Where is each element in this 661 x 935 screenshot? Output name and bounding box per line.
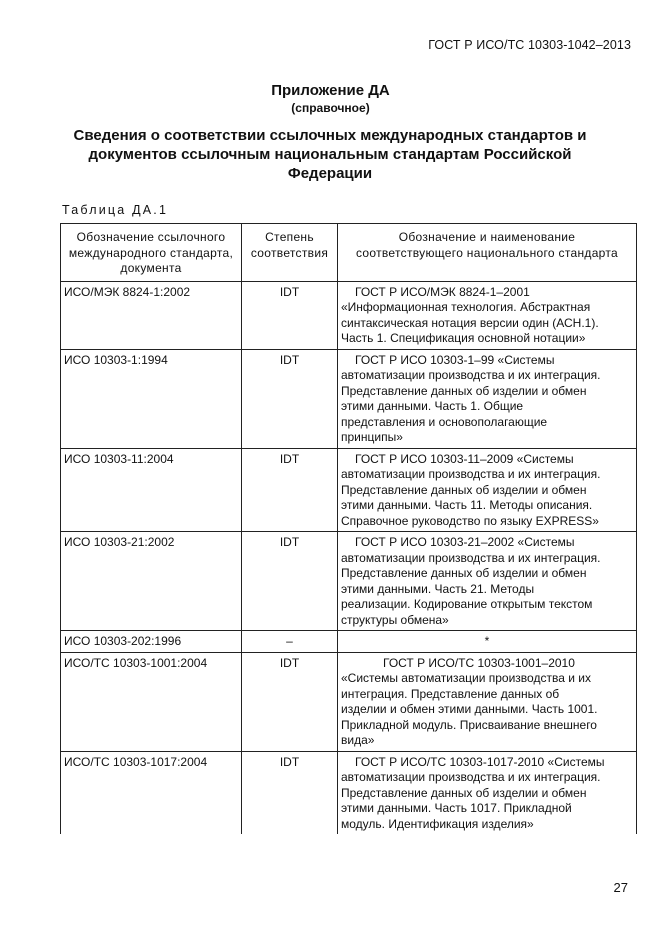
- appendix-heading: [70, 126, 590, 183]
- cell-national-standard: [338, 532, 637, 631]
- table-row: [61, 631, 637, 653]
- cell-national-standard: [338, 349, 637, 448]
- cell-degree: IDT: [242, 652, 338, 751]
- page-number: 27: [613, 880, 628, 895]
- cell-line: интеграция. Представление данных об: [341, 686, 560, 701]
- cell-line: Представление данных об изделии и обмен: [341, 482, 587, 497]
- header-line: Обозначение и наименование: [398, 230, 576, 244]
- cell-line: «Системы автоматизации производства и их: [341, 671, 591, 685]
- cell-line: структуры обмена»: [341, 612, 449, 627]
- table-row: [61, 751, 637, 834]
- table-row: [61, 349, 637, 448]
- cell-line: ГОСТ Р ИСО/ТС 10303-1017-2010 «Системы: [355, 754, 605, 769]
- cell-degree: IDT: [242, 532, 338, 631]
- cell-degree: –: [242, 631, 338, 653]
- table-row: [61, 532, 637, 631]
- cell-line: автоматизации производства и их интеграция.: [341, 467, 601, 481]
- header-national-standard: [338, 224, 637, 282]
- cell-line: Представление данных об изделии и обмен: [341, 785, 587, 800]
- cell-line: автоматизации производства и их интеграция.: [341, 368, 601, 382]
- standards-table: [60, 223, 637, 834]
- cell-line: Представление данных об изделии и обмен: [341, 566, 587, 580]
- cell-line: ГОСТ Р ИСО/МЭК 8824-1–2001: [355, 284, 530, 299]
- table-row: [61, 448, 637, 532]
- appendix-note: (справочное): [291, 101, 370, 115]
- cell-line: представления и основополагающие: [341, 414, 548, 429]
- cell-ref: ИСО 10303-21:2002: [61, 532, 242, 631]
- cell-degree: IDT: [242, 281, 338, 349]
- cell-line: модуль. Идентификация изделия»: [341, 816, 534, 831]
- cell-national-standard: [338, 448, 637, 532]
- header-line: международного стандарта,: [68, 245, 234, 260]
- cell-degree: IDT: [242, 751, 338, 834]
- appendix-heading-line: Федерации: [287, 165, 373, 182]
- cell-line: этими данными. Часть 1. Общие: [341, 399, 524, 413]
- table-caption: Таблица ДА.1: [62, 203, 169, 217]
- cell-line: принципы»: [341, 430, 403, 444]
- cell-line: «Информационная технология. Абстрактная: [341, 300, 591, 314]
- cell-line: Представление данных об изделии и обмен: [341, 383, 587, 398]
- cell-line: этими данными. Часть 1017. Прикладной: [341, 801, 572, 815]
- cell-line: Справочное руководство по языку EXPRESS»: [341, 513, 599, 528]
- cell-line: ГОСТ Р ИСО 10303-21–2002 «Системы: [355, 535, 575, 549]
- header-degree: [242, 224, 338, 282]
- document-code: ГОСТ Р ИСО/ТС 10303-1042–2013: [428, 38, 631, 52]
- header-line: соответствующего национального стандарта: [355, 245, 619, 260]
- cell-line: ГОСТ Р ИСО 10303-11–2009 «Системы: [355, 451, 574, 466]
- cell-line: синтаксическая нотация версии один (АСН.1).: [341, 315, 599, 330]
- cell-line: реализации. Кодирование открытым текстом: [341, 597, 593, 611]
- cell-degree: IDT: [242, 349, 338, 448]
- cell-line: *: [484, 634, 490, 648]
- cell-line: вида»: [341, 733, 375, 747]
- cell-line: автоматизации производства и их интеграция.: [341, 770, 601, 784]
- cell-ref: ИСО/МЭК 8824-1:2002: [61, 281, 242, 349]
- cell-line: Прикладной модуль. Присваивание внешнего: [341, 717, 597, 732]
- cell-degree: IDT: [242, 448, 338, 532]
- cell-ref: ИСО/ТС 10303-1017:2004: [61, 751, 242, 834]
- cell-line: Часть 1. Спецификация основной нотации»: [341, 331, 586, 345]
- header-line: соответствия: [250, 245, 329, 260]
- appendix-title: Приложение ДА: [271, 82, 390, 99]
- header-line: Степень: [265, 230, 314, 244]
- cell-national-standard: [338, 631, 637, 653]
- table-row: [61, 652, 637, 751]
- cell-ref: ИСО 10303-1:1994: [61, 349, 242, 448]
- table-row: [61, 281, 637, 349]
- cell-line: этими данными. Часть 21. Методы: [341, 581, 535, 596]
- table-header-row: [61, 224, 637, 282]
- cell-line: ГОСТ Р ИСО 10303-1–99 «Системы: [355, 352, 555, 367]
- header-ref: [61, 224, 242, 282]
- cell-ref: ИСО 10303-11:2004: [61, 448, 242, 532]
- cell-line: этими данными. Часть 11. Методы описания.: [341, 498, 593, 512]
- cell-line: изделии и обмен этими данными. Часть 1001.: [341, 702, 598, 716]
- cell-ref: ИСО/ТС 10303-1001:2004: [61, 652, 242, 751]
- cell-national-standard: [338, 652, 637, 751]
- appendix-heading-line: Сведения о соответствии ссылочных международных стандартов и: [73, 127, 587, 144]
- header-line: Обозначение ссылочного: [76, 230, 226, 244]
- appendix-heading-line: документов ссылочным национальным стандартам Российской: [88, 146, 572, 163]
- cell-line: автоматизации производства и их интеграция.: [341, 550, 601, 565]
- cell-line: ГОСТ Р ИСО/ТС 10303-1001–2010: [383, 655, 575, 670]
- cell-ref: ИСО 10303-202:1996: [61, 631, 242, 653]
- cell-national-standard: [338, 751, 637, 834]
- header-line: документа: [120, 261, 182, 275]
- cell-national-standard: [338, 281, 637, 349]
